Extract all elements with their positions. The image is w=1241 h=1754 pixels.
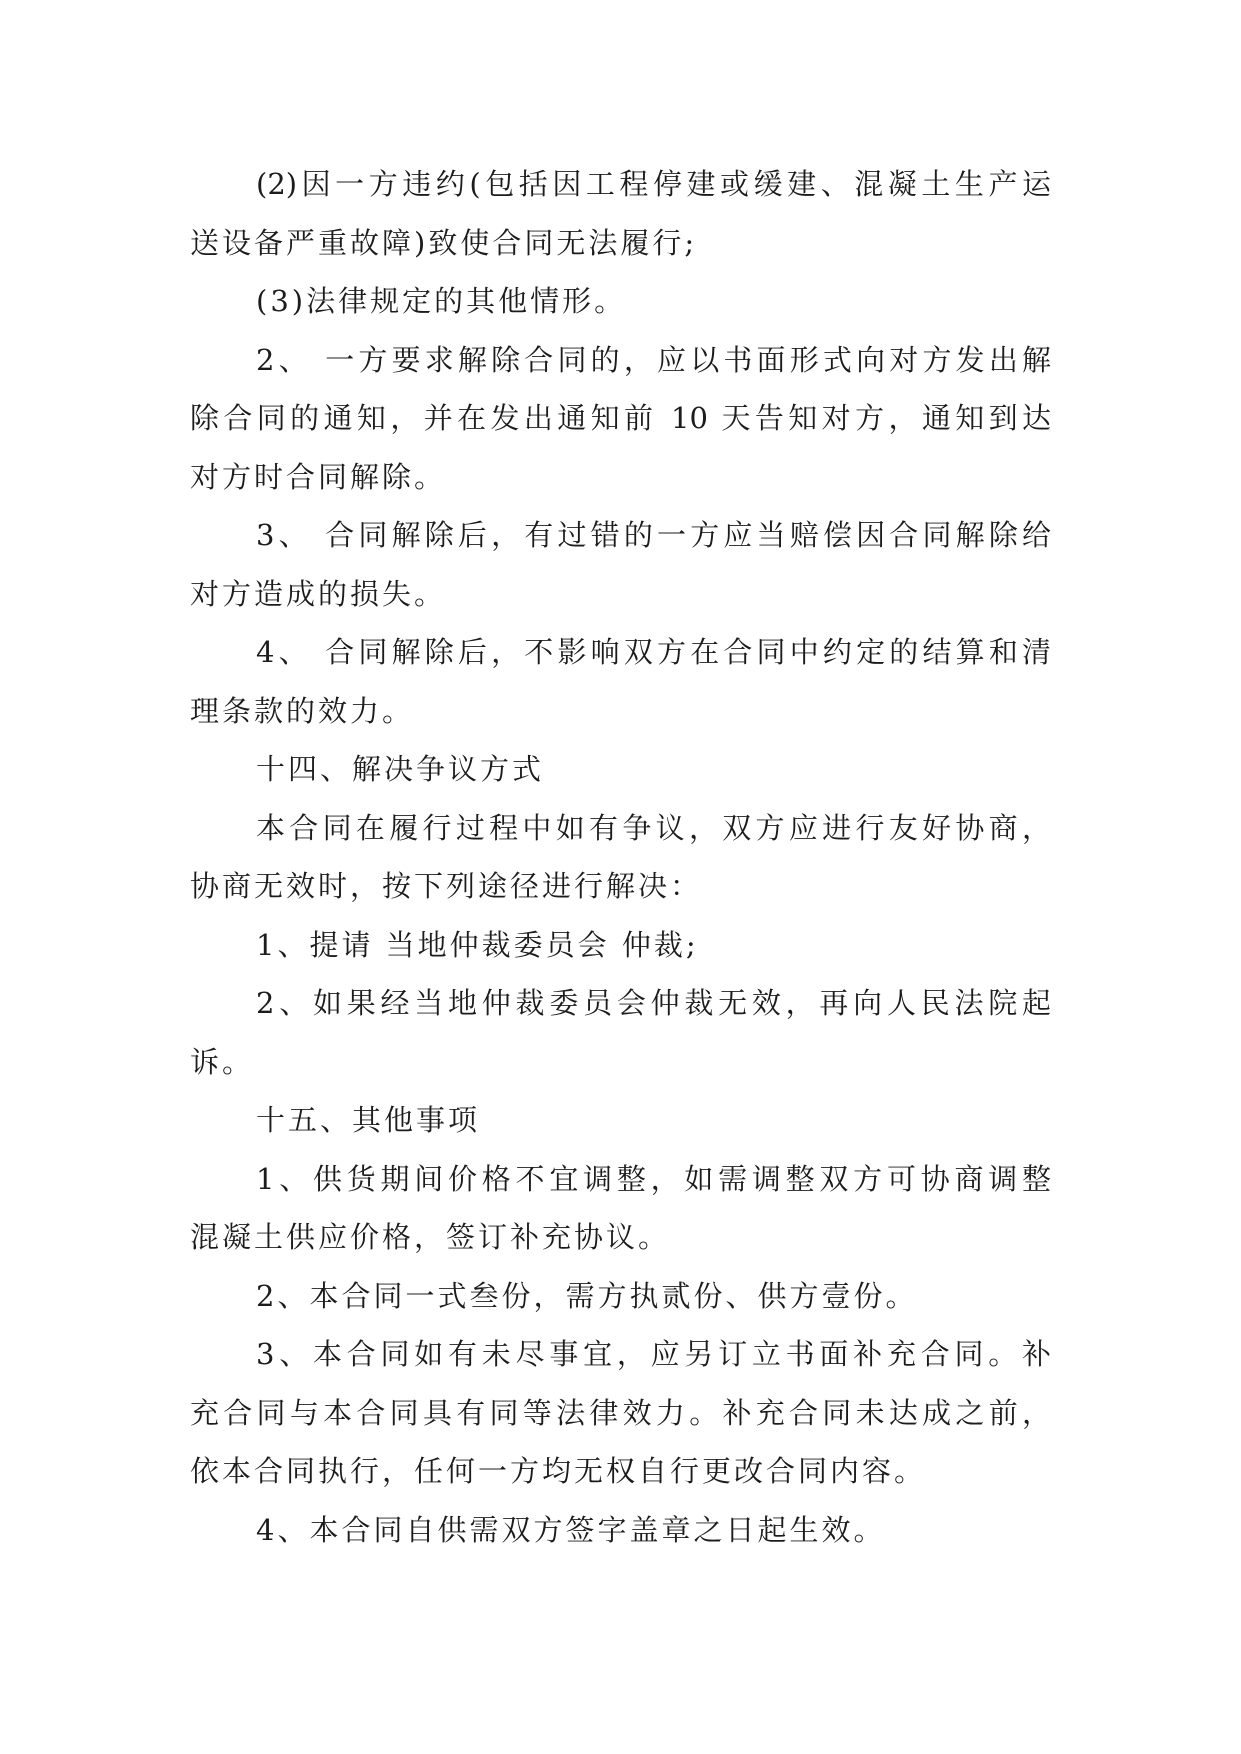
section-heading bbox=[190, 1091, 1051, 1150]
paragraph-line: 2、 一方要求解除合同的，应以书面形式向对方发出解 bbox=[256, 342, 1051, 377]
paragraph bbox=[190, 1150, 1051, 1267]
paragraph-line: (3)法律规定的其他情形。 bbox=[256, 284, 627, 318]
section-heading-text: 十五、其他事项 bbox=[256, 1103, 481, 1137]
paragraph bbox=[190, 506, 1051, 623]
paragraph-line: 1、供货期间价格不宜调整，如需调整双方可协商调整 bbox=[256, 1161, 1051, 1196]
paragraph-line: 协商无效时，按下列途径进行解决： bbox=[190, 869, 703, 903]
paragraph bbox=[190, 331, 1051, 507]
paragraph bbox=[190, 916, 1051, 975]
paragraph-line: 除合同的通知，并在发出通知前 10 天告知对方，通知到达 bbox=[190, 401, 1051, 435]
paragraph-line: 1、提请 当地仲裁委员会 仲裁; bbox=[256, 927, 699, 962]
paragraph-line: 4、 合同解除后，不影响双方在合同中约定的结算和清 bbox=[256, 635, 1051, 669]
section-heading bbox=[190, 740, 1051, 799]
paragraph-line: 对方造成的损失。 bbox=[190, 576, 447, 611]
paragraph-line: 依本合同执行，任何一方均无权自行更改合同内容。 bbox=[190, 1454, 927, 1488]
paragraph-line: 理条款的效力。 bbox=[190, 693, 415, 728]
paragraph-line: 对方时合同解除。 bbox=[190, 459, 447, 494]
paragraph-line: 混凝土供应价格，签订补充协议。 bbox=[190, 1220, 671, 1254]
paragraph bbox=[190, 1325, 1051, 1501]
paragraph bbox=[190, 272, 1051, 331]
paragraph-line: 3、本合同如有未尽事宜，应另订立书面补充合同。补 bbox=[256, 1337, 1051, 1371]
paragraph bbox=[190, 974, 1051, 1091]
paragraph-line: 充合同与本合同具有同等法律效力。补充合同未达成之前， bbox=[190, 1395, 1051, 1430]
paragraph-line: 2、本合同一式叁份，需方执贰份、供方壹份。 bbox=[256, 1278, 918, 1313]
paragraph-line: (2)因一方违约(包括因工程停建或缓建、混凝土生产运 bbox=[256, 167, 1051, 201]
paragraph-line: 4、本合同自供需双方签字盖章之日起生效。 bbox=[256, 1512, 886, 1547]
paragraph-line: 诉。 bbox=[190, 1044, 255, 1079]
paragraph bbox=[190, 623, 1051, 740]
paragraph-line: 2、如果经当地仲裁委员会仲裁无效，再向人民法院起 bbox=[256, 986, 1051, 1020]
paragraph bbox=[190, 799, 1051, 916]
paragraph bbox=[190, 155, 1051, 272]
paragraph-line: 送设备严重故障)致使合同无法履行; bbox=[190, 225, 698, 260]
paragraph-line: 本合同在履行过程中如有争议，双方应进行友好协商， bbox=[256, 810, 1051, 845]
section-heading-text: 十四、解决争议方式 bbox=[256, 752, 545, 786]
paragraph-line: 3、 合同解除后，有过错的一方应当赔偿因合同解除给 bbox=[256, 518, 1051, 552]
paragraph bbox=[190, 1267, 1051, 1326]
paragraph bbox=[190, 1501, 1051, 1560]
document-body bbox=[190, 155, 1051, 1559]
